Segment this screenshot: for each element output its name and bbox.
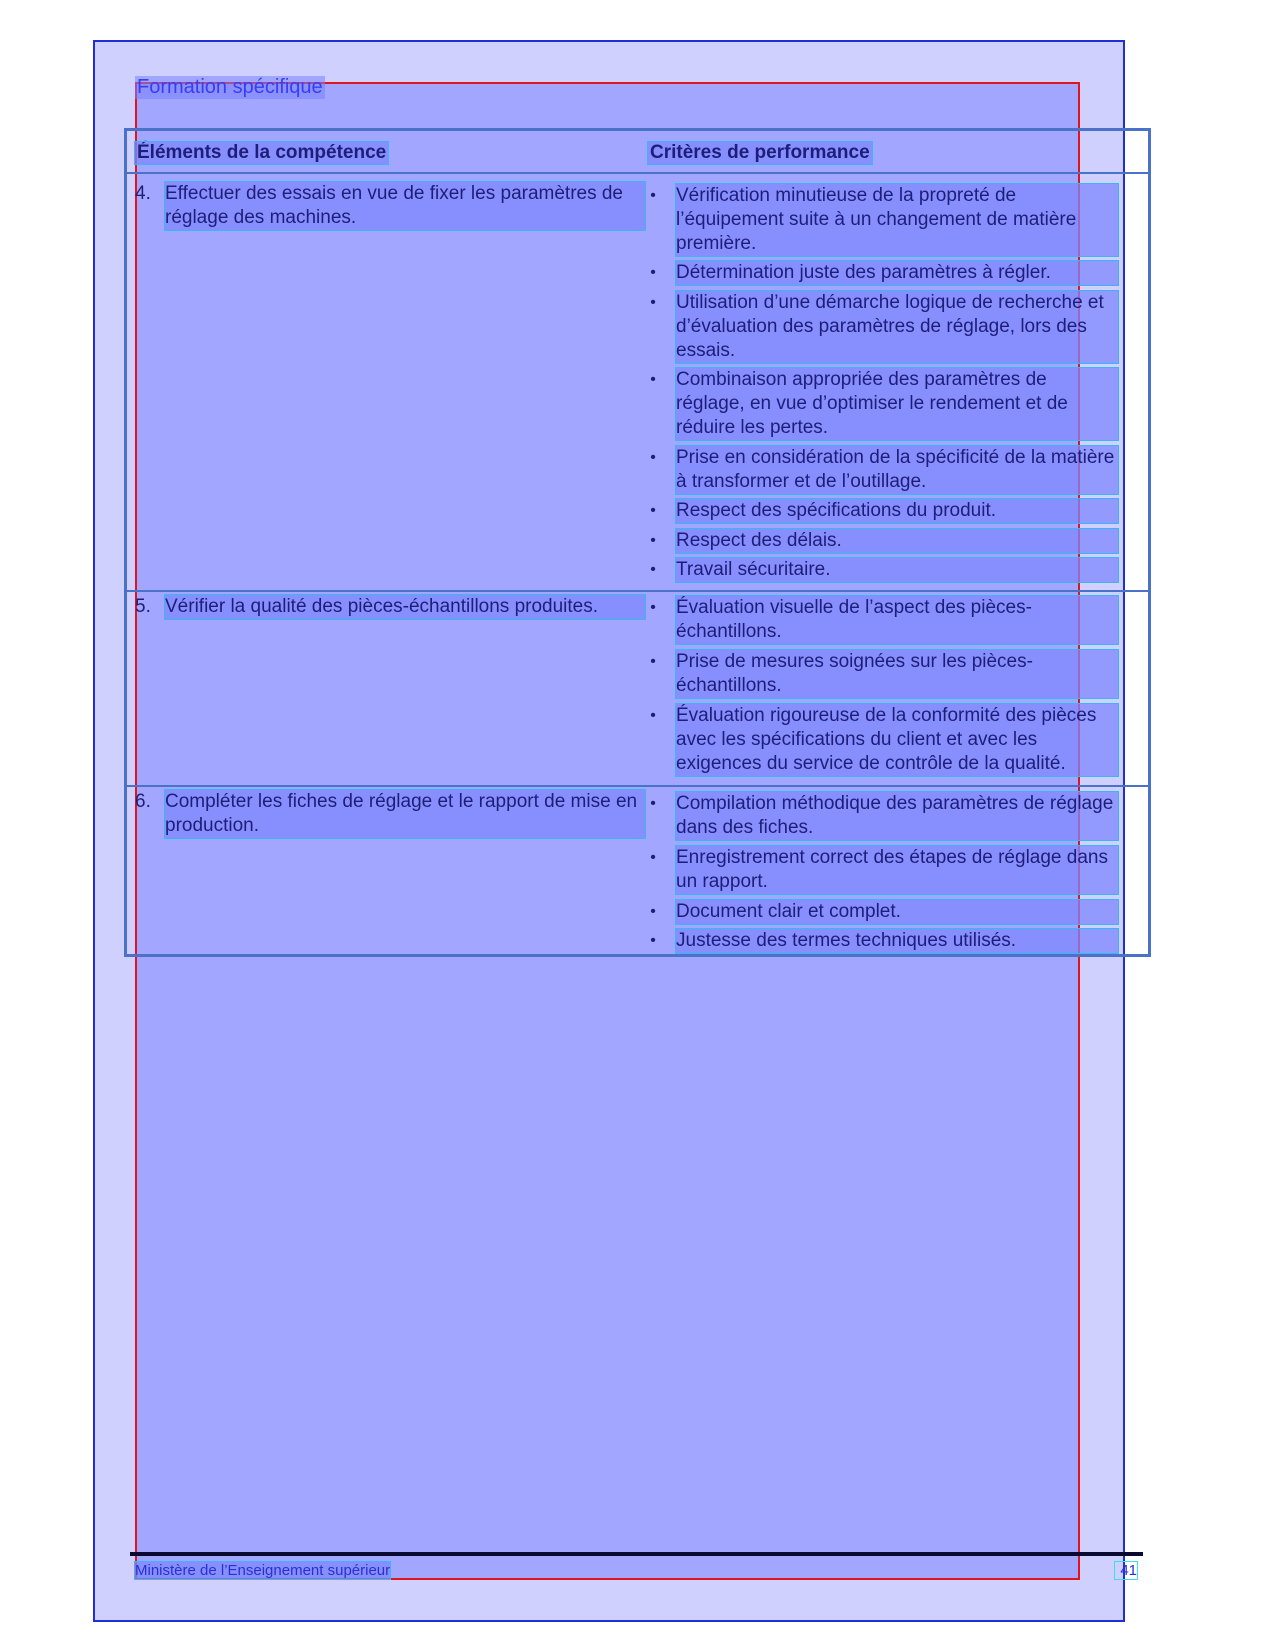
criterion-text: Document clair et complet. — [676, 900, 1118, 924]
bullet-icon: • — [650, 264, 656, 281]
footer-rule — [130, 1552, 1143, 1556]
criterion-text: Respect des délais. — [676, 529, 1118, 553]
criterion-text: Prise en considération de la spécificité de la matière à transformer et de l’outillage. — [676, 446, 1118, 494]
element-text: Effectuer des essais en vue de fixer les paramètres de réglage des machines. — [165, 182, 645, 230]
element-text: Vérifier la qualité des pièces-échantillons produites. — [165, 595, 645, 619]
criterion — [648, 184, 1118, 256]
element-6 — [135, 790, 645, 838]
element-4 — [135, 182, 645, 230]
bullet-icon: • — [650, 599, 656, 616]
criterion-text: Évaluation visuelle de l’aspect des pièces-échantillons. — [676, 596, 1118, 644]
bullet-icon: • — [650, 795, 656, 812]
element-number: 4. — [135, 183, 151, 204]
footer-ministry: Ministère de l’Enseignement supérieur — [135, 1562, 391, 1579]
criterion-text: Justesse des termes techniques utilisés. — [676, 929, 1118, 953]
criterion-text: Enregistrement correct des étapes de réglage dans un rapport. — [676, 846, 1118, 894]
criterion-text: Compilation méthodique des paramètres de réglage dans des fiches. — [676, 792, 1118, 840]
bullet-icon: • — [650, 294, 656, 311]
header-divider — [124, 172, 1151, 174]
bullet-icon: • — [650, 849, 656, 866]
criterion — [648, 650, 1118, 698]
criterion-text: Respect des spécifications du produit. — [676, 499, 1118, 523]
section-title: Formation spécifique — [137, 76, 323, 98]
header-criteres: Critères de performance — [650, 142, 870, 163]
criterion — [648, 446, 1118, 494]
row-divider — [124, 590, 1151, 592]
page-number: 41 — [1115, 1562, 1137, 1579]
criterion — [648, 792, 1118, 840]
criterion — [648, 900, 1118, 924]
bullet-icon: • — [650, 532, 656, 549]
criterion — [648, 261, 1118, 285]
header-elements: Éléments de la compétence — [137, 142, 387, 163]
element-text: Compléter les fiches de réglage et le rapport de mise en production. — [165, 790, 645, 838]
bullet-icon: • — [650, 932, 656, 949]
criterion — [648, 499, 1118, 523]
row-divider — [124, 785, 1151, 787]
bullet-icon: • — [650, 502, 656, 519]
criterion — [648, 368, 1118, 440]
criterion-text: Vérification minutieuse de la propreté de l’équipement suite à un changement de matière première. — [676, 184, 1118, 256]
element-5 — [135, 595, 645, 619]
criterion — [648, 291, 1118, 363]
criterion-text: Détermination juste des paramètres à régler. — [676, 261, 1118, 285]
criterion — [648, 529, 1118, 553]
criterion-text: Combinaison appropriée des paramètres de réglage, en vue d’optimiser le rendement et de réduire les pertes. — [676, 368, 1118, 440]
criterion — [648, 846, 1118, 894]
bullet-icon: • — [650, 903, 656, 920]
bullet-icon: • — [650, 707, 656, 724]
criterion — [648, 558, 1118, 582]
criterion-text: Évaluation rigoureuse de la conformité des pièces avec les spécifications du client et avec les exigences du service de contrôle de la qualité. — [676, 704, 1118, 776]
bullet-icon: • — [650, 187, 656, 204]
element-number: 5. — [135, 596, 151, 617]
criterion-text: Prise de mesures soignées sur les pièces-échantillons. — [676, 650, 1118, 698]
bullet-icon: • — [650, 653, 656, 670]
criterion — [648, 596, 1118, 644]
criterion-text: Utilisation d’une démarche logique de recherche et d’évaluation des paramètres de réglage, lors des essais. — [676, 291, 1118, 363]
bullet-icon: • — [650, 449, 656, 466]
bullet-icon: • — [650, 561, 656, 578]
criterion — [648, 929, 1118, 953]
bullet-icon: • — [650, 371, 656, 388]
criterion-text: Travail sécuritaire. — [676, 558, 1118, 582]
criterion — [648, 704, 1118, 776]
element-number: 6. — [135, 791, 151, 812]
